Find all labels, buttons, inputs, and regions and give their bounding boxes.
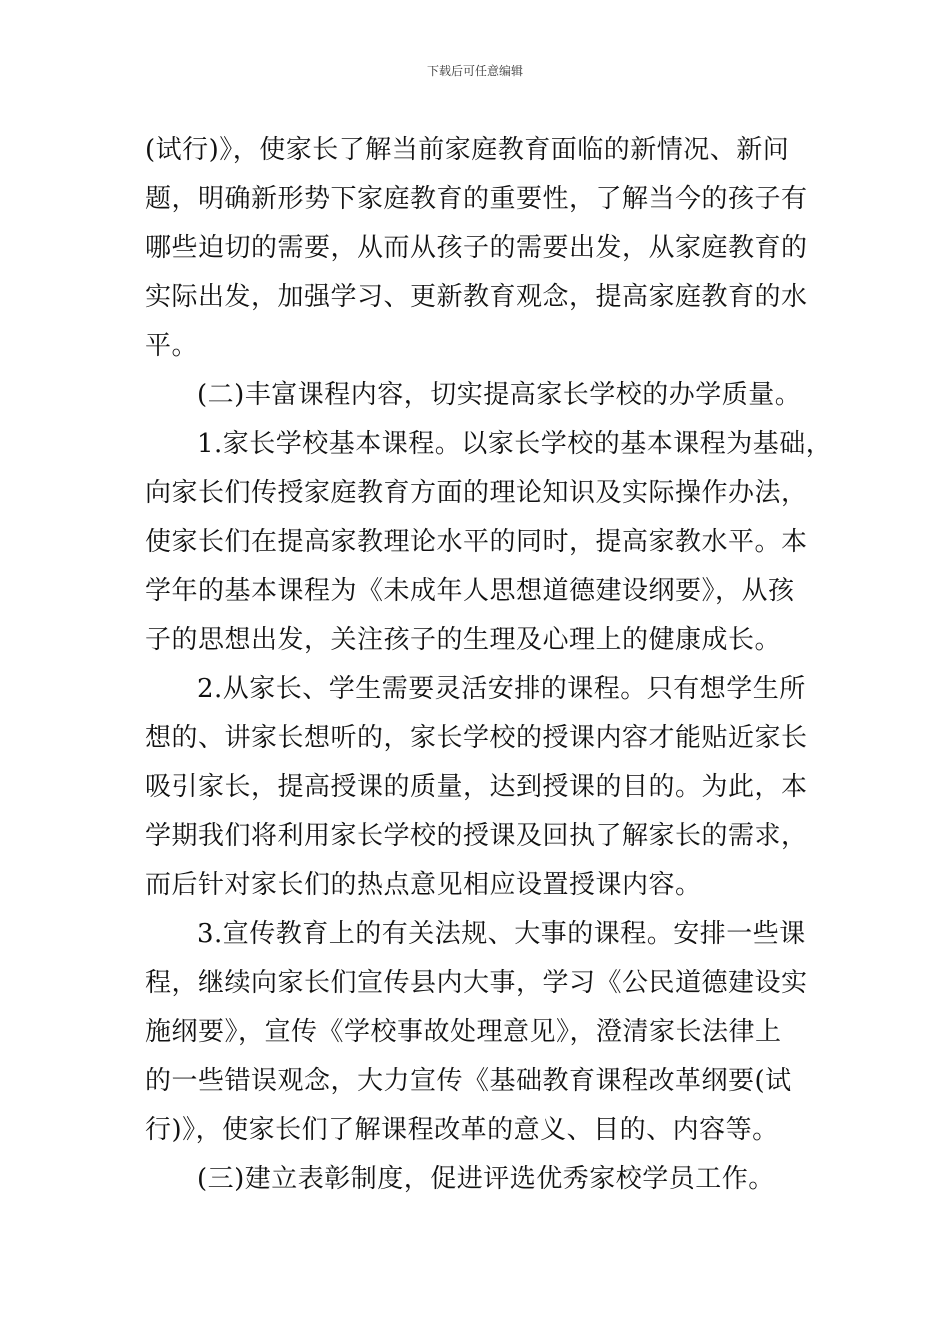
text-line: 吸引家长，提高授课的质量，达到授课的目的。为此，本 [145,772,808,802]
page-header: 下载后可任意编辑 [426,64,523,78]
text-line: 平。 [145,331,199,361]
text-line: 哪些迫切的需要，从而从孩子的需要出发，从家庭教育的 [145,233,808,263]
document-body [145,126,833,1204]
paragraph [145,1155,825,1204]
text-line: 而后针对家长们的热点意见相应设置授课内容。 [145,870,702,900]
text-line: 向家长们传授家庭教育方面的理论知识及实际操作办法， [145,478,808,508]
section-heading: (二)丰富课程内容，切实提高家长学校的办学质量。 [197,380,802,410]
section-heading: (三)建立表彰制度，促进评选优秀家校学员工作。 [197,1164,775,1194]
text-line: 学期我们将利用家长学校的授课及回执了解家长的需求， [145,821,808,851]
text-line: 行)》，使家长们了解课程改革的意义、目的、内容等。 [145,1115,779,1145]
text-line: 施纲要》，宣传《学校事故处理意见》，澄清家长法律上 [145,1017,782,1047]
text-line: 程，继续向家长们宣传县内大事，学习《公民道德建设实 [145,968,808,998]
text-line: 使家长们在提高家教理论水平的同时，提高家教水平。本 [145,527,808,557]
text-line: 题，明确新形势下家庭教育的重要性，了解当今的孩子有 [145,184,808,214]
paragraph [145,371,825,420]
text-line: 3.宣传教育上的有关法规、大事的课程。安排一些课 [197,919,806,949]
text-line: 子的思想出发，关注孩子的生理及心理上的健康成长。 [145,625,782,655]
text-line: 2.从家长、学生需要灵活安排的课程。只有想学生所 [197,674,806,704]
paragraph [145,910,825,1155]
paragraph [145,126,825,371]
text-line: 的一些错误观念，大力宣传《基础教育课程改革纲要(试 [145,1066,792,1096]
text-line: 想的、讲家长想听的，家长学校的授课内容才能贴近家长 [145,723,808,753]
paragraph [145,665,825,910]
text-line: (试行)》，使家长了解当前家庭教育面临的新情况、新问 [145,135,790,165]
text-line: 实际出发，加强学习、更新教育观念，提高家庭教育的水 [145,282,808,312]
text-line: 1.家长学校基本课程。以家长学校的基本课程为基础， [197,429,833,459]
text-line: 学年的基本课程为《未成年人思想道德建设纲要》，从孩 [145,576,795,606]
paragraph [145,420,833,665]
